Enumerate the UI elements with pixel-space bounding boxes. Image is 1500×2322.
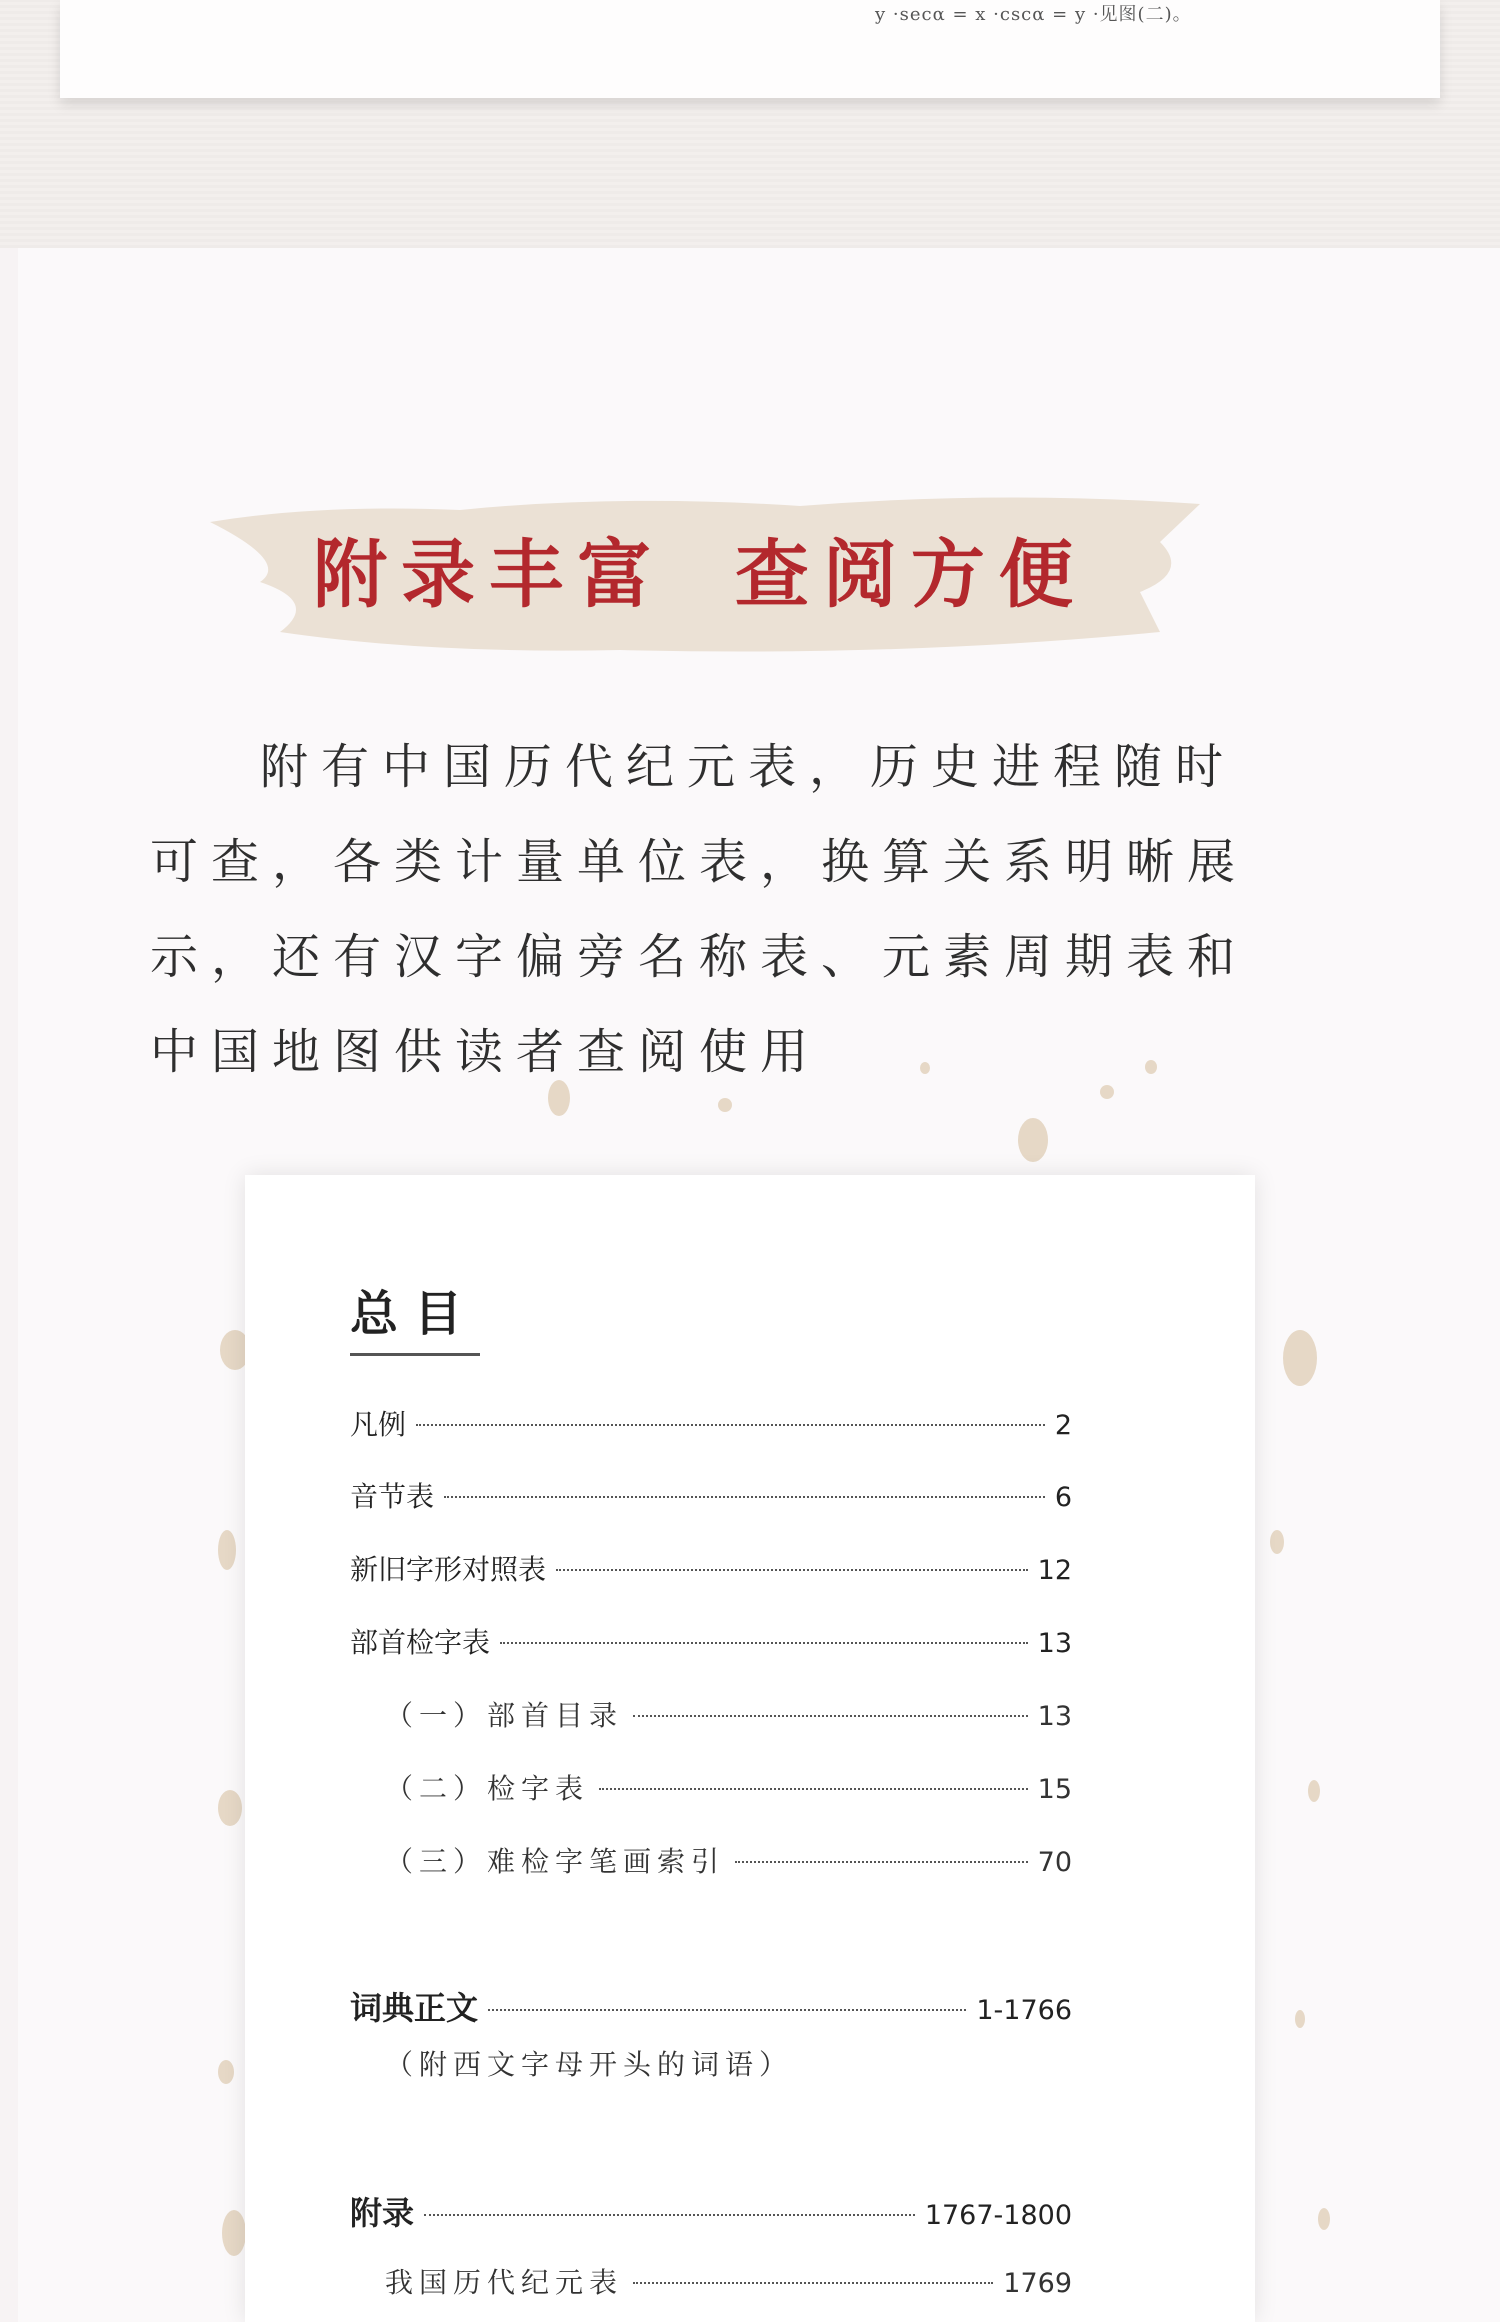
toc-entry[interactable]: 凡例 2 <box>350 1408 1072 1441</box>
leader-dots <box>735 1861 1028 1863</box>
leader-dots <box>556 1569 1028 1571</box>
toc-heading-underline <box>350 1353 480 1356</box>
table-of-contents-card <box>245 1175 1255 2322</box>
toc-entry[interactable]: 音节表 6 <box>350 1480 1072 1513</box>
description-line-1: 附有中国历代纪元表，历史进程随时 <box>260 739 1237 795</box>
description-paragraph <box>150 720 1320 1100</box>
description-line-4: 中国地图供读者查阅使用 <box>150 1024 822 1080</box>
leader-dots <box>500 1642 1028 1644</box>
leader-dots <box>444 1496 1045 1498</box>
toc-subentry[interactable]: （三）难检字笔画索引 70 <box>385 1845 1072 1878</box>
leader-dots <box>488 2009 966 2011</box>
toc-subentry[interactable]: （一）部首目录 13 <box>385 1699 1072 1732</box>
toc-main-text-entry[interactable]: 词典正文 1-1766 <box>350 1989 1072 2027</box>
toc-subentry[interactable]: 我国历代纪元表 1769 <box>385 2266 1072 2299</box>
toc-appendix-entry[interactable]: 附录 1767-1800 <box>350 2194 1072 2232</box>
leader-dots <box>599 1788 1028 1790</box>
toc-heading: 总目 <box>350 1286 479 1342</box>
toc-entry[interactable]: 新旧字形对照表 12 <box>350 1553 1072 1586</box>
leader-dots <box>633 2282 993 2284</box>
formula-line: y ·secα = x ·cscα = y ·见图(二)。 <box>875 4 1192 25</box>
description-line-2: 可查，各类计量单位表，换算关系明晰展 <box>150 834 1249 890</box>
toc-subentry[interactable]: （二）检字表 15 <box>385 1772 1072 1805</box>
toc-entry[interactable]: 部首检字表 13 <box>350 1626 1072 1659</box>
previous-page-card <box>60 0 1440 98</box>
leader-dots <box>424 2214 915 2216</box>
leader-dots <box>633 1715 1028 1717</box>
formula-text <box>875 0 1192 26</box>
description-line-3: 示，还有汉字偏旁名称表、元素周期表和 <box>150 929 1249 985</box>
banner-title: 附录丰富 查阅方便 <box>313 532 1087 618</box>
leader-dots <box>416 1424 1045 1426</box>
toc-main-text-note: （附西文字母开头的词语） <box>385 2048 794 2081</box>
